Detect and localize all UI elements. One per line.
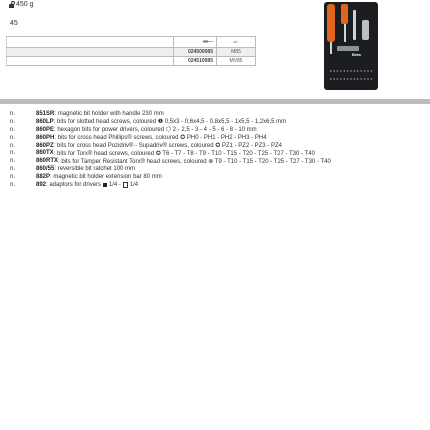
spec-code: 851SR bbox=[36, 110, 55, 117]
section-divider bbox=[0, 99, 430, 104]
product-image bbox=[324, 2, 378, 90]
list-item bbox=[10, 165, 426, 173]
table-row bbox=[7, 48, 256, 57]
table-header-label: art. bbox=[217, 37, 256, 48]
spec-prefix: n. bbox=[10, 150, 16, 157]
list-item bbox=[10, 134, 426, 142]
spec-text: : adaptors for drivers bbox=[46, 181, 102, 188]
spec-prefix: n. bbox=[10, 134, 16, 141]
spec-code: 892 bbox=[36, 181, 47, 188]
list-item bbox=[10, 110, 426, 118]
spec-prefix: n. bbox=[10, 174, 16, 181]
spec-code: 860/55 bbox=[36, 166, 55, 173]
brand-logo: Beta bbox=[352, 52, 361, 57]
weight-label bbox=[9, 1, 34, 8]
spec-list bbox=[10, 110, 426, 189]
square-drive-hollow-icon bbox=[123, 182, 129, 188]
bit-holder-handle bbox=[327, 4, 335, 42]
article-item: MV85 bbox=[217, 57, 256, 66]
spec-code: 860PZ bbox=[36, 142, 54, 149]
spec-text: : reversible bit ratchet 100 mm bbox=[54, 166, 136, 173]
list-item bbox=[10, 118, 426, 126]
spec-prefix: n. bbox=[10, 118, 16, 125]
table-header-row bbox=[7, 37, 256, 48]
spec-prefix: n. bbox=[10, 110, 16, 117]
bit-row bbox=[329, 69, 373, 73]
list-item bbox=[10, 149, 426, 157]
spec-text: : bits for slotted head screws, coloured ❶ 0,5x3 - 0,6x4,5 - 0,8x5,5 - 1x5,5 - 1,2x6,5 mm bbox=[53, 119, 287, 126]
spec-code: 860LP bbox=[36, 118, 54, 125]
list-item bbox=[10, 173, 426, 181]
spec-prefix: n. bbox=[10, 126, 16, 133]
spec-code: 860TX bbox=[36, 150, 54, 157]
spec-text: : magnetic bit holder extension bar 80 mm bbox=[50, 174, 162, 181]
list-item bbox=[10, 126, 426, 134]
spec-text: : bits for cross head Phillips® screws, coloured ✪ PH0 - PH1 - PH2 - PH3 - PH4 bbox=[54, 135, 267, 142]
weight-icon bbox=[9, 1, 14, 8]
spec-code: 860PE bbox=[36, 126, 55, 133]
spec-text: : bits for Tamper Resistant Torx® head screws, coloured ⊗ T9 - T10 - T15 - T20 - T25 - T27 - T30 - T40 bbox=[58, 158, 331, 165]
screwdriver-icon bbox=[174, 37, 217, 48]
list-item bbox=[10, 157, 426, 165]
spec-text: : bits for Torx® head screws, coloured ✪ T6 - T7 - T8 - T9 - T10 - T15 - T20 - T25 - T27 - T30 - T40 bbox=[53, 150, 315, 157]
spec-prefix: n. bbox=[10, 166, 16, 173]
list-item bbox=[10, 181, 426, 189]
spec-code: 860RTX bbox=[36, 158, 59, 165]
article-code: 024500085 bbox=[174, 48, 217, 57]
spec-text: : magnetic bit holder with handle 230 mm bbox=[54, 110, 164, 117]
list-item bbox=[10, 142, 426, 150]
spec-suffix-a: 1/4 - bbox=[108, 181, 121, 188]
spec-code: 882P bbox=[36, 174, 51, 181]
table-row bbox=[7, 57, 256, 66]
article-item: M85 bbox=[217, 48, 256, 57]
square-drive-solid-icon bbox=[103, 183, 108, 188]
spec-text: : bits for cross head Pozidriv® - Supadriv® screws, coloured ✪ PZ1 - PZ2 - PZ3 - PZ4 bbox=[53, 143, 282, 149]
spec-prefix: n. bbox=[10, 181, 16, 188]
weight-value: 450 g bbox=[16, 1, 34, 8]
spec-prefix: n. bbox=[10, 142, 16, 149]
bit-row bbox=[329, 77, 373, 81]
article-code: 024510085 bbox=[174, 57, 217, 66]
spec-text: : hexagon bits for power drivers, coloured ⬡ 2 - 2,5 - 3 - 4 - 5 - 6 - 8 - 10 mm bbox=[54, 127, 257, 134]
item-count: 45 bbox=[10, 20, 18, 27]
ratchet-handle bbox=[341, 4, 348, 24]
article-table bbox=[6, 36, 256, 66]
spec-suffix-b: 1/4 bbox=[129, 181, 139, 188]
spec-code: 860PH bbox=[36, 134, 55, 141]
spec-prefix: n. bbox=[10, 158, 16, 165]
